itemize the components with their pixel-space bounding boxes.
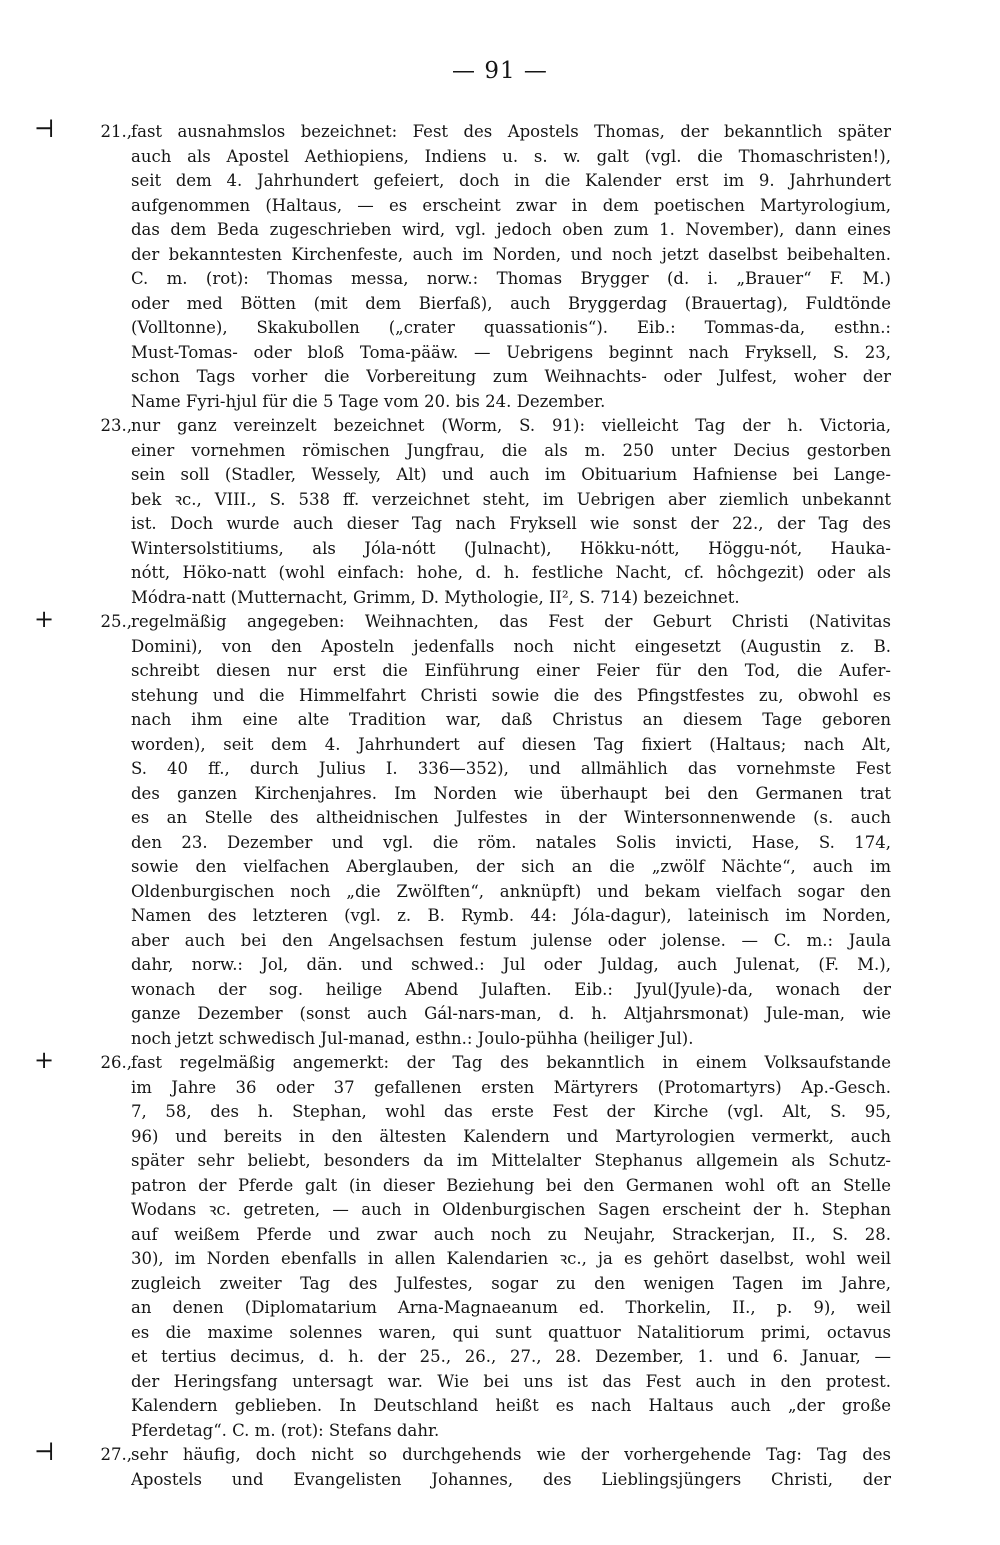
- text-line: Name Fyri-hjul für die 5 Tage vom 20. bis 24. Dezember.: [131, 391, 606, 411]
- calendar-mark-icon: +: [34, 605, 55, 633]
- text-line: Namen des letzteren (vgl. z. B. Rymb. 44: Jóla-dagur), lateinisch im Norden,: [131, 906, 891, 925]
- text-line: der Heringsfang untersagt war. Wie bei uns ist das Fest auch in den protest.: [131, 1371, 891, 1391]
- text-line: das dem Beda zugeschrieben wird, vgl. jedoch oben zum 1. November), dann eines: [131, 220, 891, 239]
- text-line: wonach der sog. heilige Abend Julaften. Eib.: Jyul(Jyule)-da, wonach der: [131, 979, 891, 999]
- text-line: sein soll (Stadler, Wessely, Alt) und auch im Obituarium Hafniense bei Lange-: [131, 465, 891, 484]
- text-line: Wodans ꝛc. getreten, — auch in Oldenburgischen Sagen erscheint der h. Stephan: [131, 1200, 891, 1219]
- text-line: bek ꝛc., VIII., S. 538 ff. verzeichnet steht, im Uebrigen aber ziemlich unbekannt: [131, 489, 891, 509]
- text-line: Pferdetag“. C. m. (rot): Stefans dahr.: [131, 1420, 440, 1440]
- text-line: noch jetzt schwedisch Jul-manad, esthn.: Joulo-pühha (heiliger Jul).: [131, 1028, 694, 1048]
- text-line: nótt, Höko-natt (wohl einfach: hohe, d. h. festliche Nacht, cf. hôchgezit) oder als: [131, 563, 891, 582]
- text-line: im Jahre 36 oder 37 gefallenen ersten Märtyrers (Protomartyrs) Ap.-Gesch.: [131, 1077, 891, 1097]
- calendar-mark-icon: ⊣: [34, 115, 55, 143]
- text-line: Wintersolstitiums, als Jóla-nótt (Julnacht), Hökku-nótt, Höggu-nót, Hauka-: [131, 538, 891, 558]
- text-line: Oldenburgischen noch „die Zwölften“, anknüpft) und bekam vielfach sogar den: [131, 881, 891, 901]
- page-number: — 91 —: [452, 58, 548, 84]
- text-line: ist. Doch wurde auch dieser Tag nach Fryksell wie sonst der 22., der Tag des: [131, 514, 891, 533]
- text-line: 96) und bereits in den ältesten Kalendern und Martyrologien vermerkt, auch: [131, 1126, 891, 1146]
- text-line: Must-Tomas- oder bloß Toma-pääw. — Uebrigens beginnt nach Fryksell, S. 23,: [131, 342, 891, 362]
- text-line: Domini), von den Aposteln jedenfalls noch nicht eingesetzt (Augustin z. B.: [131, 636, 891, 656]
- text-line: regelmäßig angegeben: Weihnachten, das Fest der Geburt Christi (Nativitas: [131, 612, 891, 631]
- text-line: S. 40 ff., durch Julius I. 336—352), und allmählich das vornehmste Fest: [131, 759, 891, 778]
- text-line: aufgenommen (Haltaus, — es erscheint zwar in dem poetischen Martyrologium,: [131, 195, 891, 215]
- entry-text: [131, 1051, 891, 1443]
- text-line: aber auch bei den Angelsachsen festum julense oder jolense. — C. m.: Jaula: [131, 930, 891, 950]
- text-line: einer vornehmen römischen Jungfrau, die als m. 250 unter Decius gestorben: [131, 440, 891, 460]
- text-line: Apostels und Evangelisten Johannes, des Lieblingsjüngers Christi, der: [131, 1469, 891, 1489]
- day-number: 21.,: [100, 122, 132, 141]
- text-line: oder med Bötten (mit dem Bierfaß), auch Bryggerdag (Brauertag), Fuldtönde: [131, 293, 891, 313]
- entry-text: [131, 610, 891, 1051]
- text-line: et tertius decimus, d. h. der 25., 26., 27., 28. Dezember, 1. und 6. Januar, —: [131, 1347, 891, 1366]
- entry-text: [131, 1443, 891, 1492]
- calendar-mark-icon: +: [34, 1046, 55, 1074]
- text-line: 7, 58, des h. Stephan, wohl das erste Fest der Kirche (vgl. Alt, S. 95,: [131, 1102, 891, 1121]
- text-line: Kalendern geblieben. In Deutschland heißt es nach Haltaus auch „der große: [131, 1396, 891, 1415]
- text-line: sowie den vielfachen Aberglauben, der sich an die „zwölf Nächte“, auch im: [131, 857, 891, 876]
- calendar-mark-icon: ⊣: [34, 1438, 55, 1466]
- text-line: fast regelmäßig angemerkt: der Tag des bekanntlich in einem Volksaufstande: [131, 1053, 891, 1072]
- text-line: ganze Dezember (sonst auch Gál-nars-man, d. h. Altjahrsmonat) Jule-man, wie: [131, 1004, 891, 1023]
- text-line: schreibt diesen nur erst die Einführung einer Feier für den Tod, die Aufer-: [131, 661, 891, 680]
- text-line: fast ausnahmslos bezeichnet: Fest des Apostels Thomas, der bekanntlich später: [131, 122, 891, 141]
- text-line: zugleich zweiter Tag des Julfestes, sogar zu den wenigen Tagen im Jahre,: [131, 1273, 891, 1293]
- text-line: nur ganz vereinzelt bezeichnet (Worm, S. 91): vielleicht Tag der h. Victoria,: [131, 416, 891, 435]
- text-line: stehung und die Himmelfahrt Christi sowie die des Pfingstfestes zu, obwohl es: [131, 685, 891, 705]
- text-line: des ganzen Kirchenjahres. Im Norden wie überhaupt bei den Germanen trat: [131, 783, 891, 803]
- text-line: an denen (Diplomatarium Arna-Magnaeanum ed. Thorkelin, II., p. 9), weil: [131, 1298, 891, 1317]
- text-line: später sehr beliebt, besonders da im Mittelalter Stephanus allgemein als Schutz-: [131, 1151, 891, 1170]
- text-line: patron der Pferde galt (in dieser Beziehung bei den Germanen wohl oft an Stelle: [131, 1175, 891, 1195]
- day-number: 27.,: [100, 1445, 132, 1464]
- text-line: dahr, norw.: Jol, dän. und schwed.: Jul oder Juldag, auch Julenat, (F. M.),: [131, 955, 891, 974]
- text-line: (Volltonne), Skakubollen („crater quassationis“). Eib.: Tommas-da, esthn.:: [131, 318, 891, 337]
- entry-text: [131, 120, 891, 414]
- text-line: seit dem 4. Jahrhundert gefeiert, doch in die Kalender erst im 9. Jahrhundert: [131, 171, 891, 190]
- text-line: der bekanntesten Kirchenfeste, auch im Norden, und noch jetzt daselbst beibehalten.: [131, 244, 891, 264]
- text-line: schon Tags vorher die Vorbereitung zum Weihnachts- oder Julfest, woher der: [131, 367, 891, 386]
- text-line: den 23. Dezember und vgl. die röm. natales Solis invicti, Hase, S. 174,: [131, 832, 891, 852]
- text-line: 30), im Norden ebenfalls in allen Kalendarien ꝛc., ja es gehört daselbst, wohl weil: [131, 1249, 891, 1268]
- text-line: C. m. (rot): Thomas messa, norw.: Thomas Brygger (d. i. „Brauer“ F. M.): [131, 269, 891, 288]
- text-line: worden), seit dem 4. Jahrhundert auf diesen Tag fixiert (Haltaus; nach Alt,: [131, 734, 891, 754]
- text-line: nach ihm eine alte Tradition war, daß Christus an diesem Tage geboren: [131, 710, 891, 729]
- day-number: 23.,: [100, 416, 132, 435]
- text-line: Módra-natt (Mutternacht, Grimm, D. Mythologie, II², S. 714) bezeichnet.: [131, 587, 740, 607]
- text-line: auch als Apostel Aethiopiens, Indiens u. s. w. galt (vgl. die Thomaschristen!),: [131, 146, 891, 166]
- day-number: 26.,: [100, 1053, 132, 1072]
- text-line: sehr häufig, doch nicht so durchgehends wie der vorhergehende Tag: Tag des: [131, 1445, 891, 1464]
- text-line: es an Stelle des altheidnischen Julfestes in der Wintersonnenwende (s. auch: [131, 808, 891, 827]
- entry-text: [131, 414, 891, 610]
- day-number: 25.,: [100, 612, 132, 631]
- text-line: auf weißem Pferde und zwar auch noch zu Neujahr, Strackerjan, II., S. 28.: [131, 1224, 891, 1244]
- text-line: es die maxime solennes waren, qui sunt quattuor Natalitiorum primi, octavus: [131, 1322, 891, 1342]
